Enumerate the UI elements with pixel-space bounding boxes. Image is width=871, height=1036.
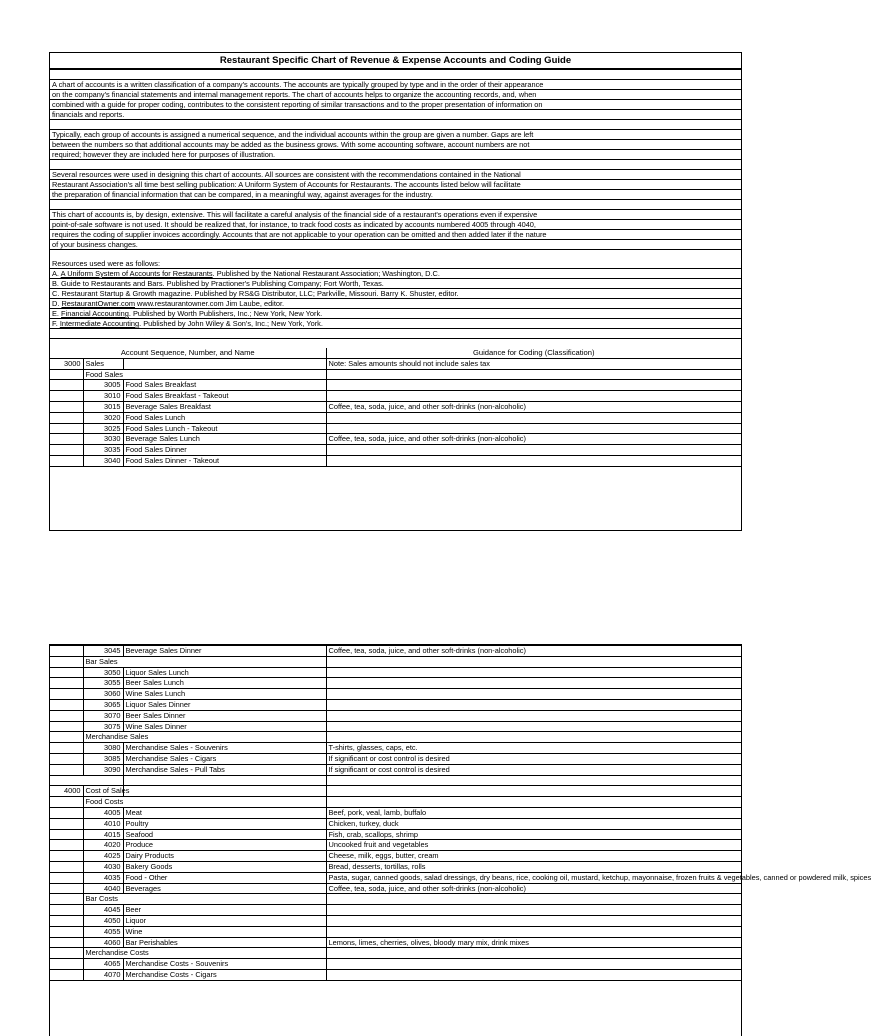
account-number: 4030 <box>83 861 123 872</box>
account-number: 4000 <box>50 786 83 797</box>
table-row <box>50 786 741 797</box>
intro-text-line: A chart of accounts is a written classification of a company's accounts. The accounts are typically grouped by type and in the order of their appearance <box>50 79 741 89</box>
coding-guidance: Note: Sales amounts should not include sales tax <box>326 358 741 369</box>
coding-guidance: If significant or cost control is desired <box>326 764 741 775</box>
table-row <box>50 764 741 775</box>
account-name: Wine <box>123 926 326 937</box>
coding-guidance: Pasta, sugar, canned goods, salad dressings, dry beans, rice, cooking oil, mustard, ketchup, mayonnaise, frozen fruits & vegetables, canned or powdered milk, spices <box>326 872 741 883</box>
blank-row <box>50 199 741 209</box>
account-number: 3010 <box>83 391 123 402</box>
indent-cell <box>50 678 83 689</box>
account-number: 4010 <box>83 818 123 829</box>
subgroup-name: Bar Sales <box>83 656 326 667</box>
intro-text-line: Typically, each group of accounts is assigned a numerical sequence, and the individual accounts within the group are given a number. Gaps are left <box>50 129 741 139</box>
table-row <box>50 797 741 808</box>
table-row <box>50 721 741 732</box>
account-name: Wine Sales Lunch <box>123 689 326 700</box>
account-number: 4050 <box>83 915 123 926</box>
coding-guidance: Beef, pork, veal, lamb, buffalo <box>326 807 741 818</box>
account-number: 3000 <box>50 358 83 369</box>
indent-cell <box>50 851 83 862</box>
coding-guidance <box>326 721 741 732</box>
coding-guidance <box>326 786 741 797</box>
table-row <box>50 872 741 883</box>
account-number: 3060 <box>83 689 123 700</box>
table-row <box>50 667 741 678</box>
table-row <box>50 959 741 970</box>
blank-cell <box>326 775 741 786</box>
account-number: 4065 <box>83 959 123 970</box>
account-name: Wine Sales Dinner <box>123 721 326 732</box>
indent-cell <box>50 689 83 700</box>
intro-text-line: combined with a guide for proper coding, contributes to the consistent reporting of similar transactions and to the proper presentation of information on <box>50 99 741 109</box>
coding-guidance: Chicken, turkey, duck <box>326 818 741 829</box>
account-number: 4045 <box>83 905 123 916</box>
account-name: Food Sales Dinner - Takeout <box>123 455 326 466</box>
indent-cell <box>50 445 83 456</box>
table-row <box>50 710 741 721</box>
table-row <box>50 401 741 412</box>
table-row <box>50 915 741 926</box>
indent-cell <box>50 380 83 391</box>
intro-text-line: Restaurant Association's all time best selling publication: A Uniform System of Accounts for Restaurants. The accounts listed below will facilitate <box>50 179 741 189</box>
coding-guidance: Uncooked fruit and vegetables <box>326 840 741 851</box>
blank-row <box>50 119 741 129</box>
indent-cell <box>50 369 83 380</box>
account-name: Merchandise Costs - Souvenirs <box>123 959 326 970</box>
indent-cell <box>50 710 83 721</box>
indent-cell <box>50 412 83 423</box>
indent-cell <box>50 455 83 466</box>
account-number: 3030 <box>83 434 123 445</box>
table-row <box>50 894 741 905</box>
account-number: 3020 <box>83 412 123 423</box>
coding-guidance: Coffee, tea, soda, juice, and other soft-drinks (non-alcoholic) <box>326 401 741 412</box>
indent-cell <box>50 872 83 883</box>
indent-cell <box>50 915 83 926</box>
account-number: 3050 <box>83 667 123 678</box>
coding-guidance: Lemons, limes, cherries, olives, bloody mary mix, drink mixes <box>326 937 741 948</box>
indent-cell <box>50 959 83 970</box>
indent-cell <box>50 753 83 764</box>
chart-page-1 <box>49 52 742 531</box>
account-number: 3080 <box>83 743 123 754</box>
table-row <box>50 851 741 862</box>
coding-guidance <box>326 667 741 678</box>
resource-title: Intermediate Accounting <box>59 319 140 328</box>
indent-cell <box>50 732 83 743</box>
account-name: Merchandise Sales - Souvenirs <box>123 743 326 754</box>
resource-item <box>50 298 741 308</box>
resource-title: A Uniform System of Accounts for Restaurants <box>60 269 213 278</box>
coding-guidance <box>326 656 741 667</box>
intro-text-line: Several resources were used in designing this chart of accounts. All sources are consistent with the recommendations contained in the National <box>50 169 741 179</box>
account-name: Beer Sales Lunch <box>123 678 326 689</box>
indent-cell <box>50 764 83 775</box>
account-number: 4070 <box>83 969 123 980</box>
table-row <box>50 732 741 743</box>
indent-cell <box>50 937 83 948</box>
resource-prefix: E. <box>52 309 62 318</box>
indent-cell <box>50 840 83 851</box>
blank-row <box>50 159 741 169</box>
table-row <box>50 412 741 423</box>
blank-cell <box>50 775 123 786</box>
account-name: Merchandise Costs - Cigars <box>123 969 326 980</box>
account-name <box>123 786 326 797</box>
resources-section <box>50 259 741 328</box>
resource-prefix: B. Guide to Restaurants and Bars. Published by Practioner's Publishing Company; Fort Worth, Texas. <box>52 279 384 288</box>
coding-guidance <box>326 380 741 391</box>
resource-prefix: C. Restaurant Startup & Growth magazine. Published by RS&G Distributor, LLC; Parkville, Missouri. Barry K. Shuster, editor. <box>52 289 459 298</box>
subgroup-name: Bar Costs <box>83 894 326 905</box>
coding-guidance <box>326 391 741 402</box>
account-name: Merchandise Sales - Pull Tabs <box>123 764 326 775</box>
indent-cell <box>50 797 83 808</box>
account-name: Beverage Sales Breakfast <box>123 401 326 412</box>
coding-guidance: T-shirts, glasses, caps, etc. <box>326 743 741 754</box>
coding-guidance <box>326 423 741 434</box>
intro-text-line: of your business changes. <box>50 239 741 249</box>
table-row <box>50 883 741 894</box>
account-number: 3045 <box>83 646 123 657</box>
coding-guidance: Coffee, tea, soda, juice, and other soft-drinks (non-alcoholic) <box>326 883 741 894</box>
resource-item <box>50 268 741 278</box>
account-number: 3085 <box>83 753 123 764</box>
account-name: Beer Sales Dinner <box>123 710 326 721</box>
account-number: 3005 <box>83 380 123 391</box>
group-name: Cost of Sales <box>83 786 123 797</box>
intro-text-line: point-of-sale software is not used. It should be realized that, for instance, to track food costs as indicated by accounts numbered 4005 through 4040, <box>50 219 741 229</box>
indent-cell <box>50 894 83 905</box>
coding-guidance: Bread, desserts, tortillas, rolls <box>326 861 741 872</box>
intro-text-line: This chart of accounts is, by design, extensive. This will facilitate a careful analysis of the financial side of a restaurant's operations even if expensive <box>50 209 741 219</box>
account-name: Liquor Sales Lunch <box>123 667 326 678</box>
table-row <box>50 807 741 818</box>
table-row <box>50 699 741 710</box>
account-name: Beverages <box>123 883 326 894</box>
account-name: Produce <box>123 840 326 851</box>
intro-text-line: the preparation of financial information that can be compared, in a meaningful way, against averages for the industry. <box>50 189 741 199</box>
table-row <box>50 391 741 402</box>
resource-detail: . Published by the National Restaurant Association; Washington, D.C. <box>212 269 440 278</box>
resource-detail: . Published by John Wiley & Son's, Inc.; New York, York. <box>139 319 323 328</box>
coding-guidance: If significant or cost control is desired <box>326 753 741 764</box>
resource-detail: . Published by Worth Publishers, Inc.; New York, New York. <box>128 309 323 318</box>
indent-cell <box>50 401 83 412</box>
table-row <box>50 646 741 657</box>
indent-cell <box>50 905 83 916</box>
blank-row <box>50 338 741 348</box>
group-name: Sales <box>83 358 123 369</box>
table-row <box>50 445 741 456</box>
indent-cell <box>50 391 83 402</box>
indent-cell <box>50 721 83 732</box>
coding-guidance <box>326 915 741 926</box>
account-number: 3040 <box>83 455 123 466</box>
right-header: Guidance for Coding (Classification) <box>326 348 741 358</box>
accounts-table-page-1 <box>50 348 741 467</box>
indent-cell <box>50 807 83 818</box>
table-row <box>50 840 741 851</box>
page-title: Restaurant Specific Chart of Revenue & Expense Accounts and Coding Guide <box>50 53 741 69</box>
coding-guidance <box>326 455 741 466</box>
account-name: Beer <box>123 905 326 916</box>
intro-text-line: on the company's financial statements and internal management reports. The chart of accounts helps to organize the accounting records, and, when <box>50 89 741 99</box>
resource-prefix: F. <box>52 319 60 328</box>
account-name: Dairy Products <box>123 851 326 862</box>
coding-guidance <box>326 689 741 700</box>
indent-cell <box>50 883 83 894</box>
indent-cell <box>50 926 83 937</box>
account-name <box>123 358 326 369</box>
table-row <box>50 937 741 948</box>
coding-guidance <box>326 369 741 380</box>
table-row <box>50 689 741 700</box>
account-name: Beverage Sales Lunch <box>123 434 326 445</box>
blank-row <box>50 249 741 259</box>
coding-guidance: Coffee, tea, soda, juice, and other soft-drinks (non-alcoholic) <box>326 434 741 445</box>
account-name: Food Sales Lunch <box>123 412 326 423</box>
account-number: 3065 <box>83 699 123 710</box>
indent-cell <box>50 656 83 667</box>
blank-row <box>50 328 741 338</box>
account-name: Liquor <box>123 915 326 926</box>
account-number: 4020 <box>83 840 123 851</box>
subgroup-name: Merchandise Costs <box>83 948 326 959</box>
indent-cell <box>50 743 83 754</box>
intro-text-line: financials and reports. <box>50 109 741 119</box>
coding-guidance <box>326 732 741 743</box>
coding-guidance <box>326 678 741 689</box>
table-row <box>50 905 741 916</box>
account-number: 4055 <box>83 926 123 937</box>
indent-cell <box>50 699 83 710</box>
resource-item <box>50 318 741 328</box>
blank-cell <box>123 775 326 786</box>
table-row <box>50 369 741 380</box>
indent-cell <box>50 434 83 445</box>
table-row <box>50 818 741 829</box>
coding-guidance <box>326 905 741 916</box>
resource-title: RestaurantOwner.com <box>61 299 135 308</box>
account-name: Bakery Goods <box>123 861 326 872</box>
resource-prefix: A. <box>52 269 61 278</box>
resource-item <box>50 288 741 298</box>
intro-text-line: requires the coding of supplier invoices accordingly. Accounts that are not applicable to your operation can be omitted and then added later if the nature <box>50 229 741 239</box>
subgroup-name: Merchandise Sales <box>83 732 326 743</box>
coding-guidance <box>326 445 741 456</box>
indent-cell <box>50 818 83 829</box>
account-name: Merchandise Sales - Cigars <box>123 753 326 764</box>
indent-cell <box>50 948 83 959</box>
account-number: 3015 <box>83 401 123 412</box>
left-header: Account Sequence, Number, and Name <box>50 348 326 358</box>
account-name: Food - Other <box>123 872 326 883</box>
indent-cell <box>50 829 83 840</box>
indent-cell <box>50 861 83 872</box>
coding-guidance <box>326 699 741 710</box>
coding-guidance <box>326 969 741 980</box>
coding-guidance: Coffee, tea, soda, juice, and other soft-drinks (non-alcoholic) <box>326 646 741 657</box>
account-name: Food Sales Breakfast - Takeout <box>123 391 326 402</box>
coding-guidance <box>326 797 741 808</box>
intro-text-line: between the numbers so that additional accounts may be added as the business grows. With some accounting software, account numbers are not <box>50 139 741 149</box>
blank-row <box>50 69 741 79</box>
intro-section <box>50 69 741 259</box>
coding-guidance: Cheese, milk, eggs, butter, cream <box>326 851 741 862</box>
table-row <box>50 926 741 937</box>
table-row <box>50 455 741 466</box>
table-row <box>50 969 741 980</box>
coding-guidance <box>326 710 741 721</box>
account-number: 3035 <box>83 445 123 456</box>
account-name: Food Sales Lunch - Takeout <box>123 423 326 434</box>
resource-item <box>50 308 741 318</box>
account-name: Seafood <box>123 829 326 840</box>
indent-cell <box>50 969 83 980</box>
table-row <box>50 753 741 764</box>
resource-prefix: D. <box>52 299 62 308</box>
account-number: 3025 <box>83 423 123 434</box>
table-row <box>50 358 741 369</box>
indent-cell <box>50 667 83 678</box>
coding-guidance <box>326 959 741 970</box>
account-name: Poultry <box>123 818 326 829</box>
account-name: Food Sales Dinner <box>123 445 326 456</box>
account-number: 3075 <box>83 721 123 732</box>
account-name: Beverage Sales Dinner <box>123 646 326 657</box>
coding-guidance <box>326 948 741 959</box>
table-row <box>50 948 741 959</box>
account-number: 3070 <box>83 710 123 721</box>
resource-item <box>50 278 741 288</box>
account-number: 3055 <box>83 678 123 689</box>
table-row <box>50 861 741 872</box>
table-row <box>50 423 741 434</box>
coding-guidance: Fish, crab, scallops, shrimp <box>326 829 741 840</box>
table-row <box>50 743 741 754</box>
table-row <box>50 678 741 689</box>
coding-guidance <box>326 894 741 905</box>
table-header-row <box>50 348 741 358</box>
account-name: Bar Perishables <box>123 937 326 948</box>
indent-cell <box>50 646 83 657</box>
account-name: Food Sales Breakfast <box>123 380 326 391</box>
indent-cell <box>50 423 83 434</box>
table-row <box>50 380 741 391</box>
coding-guidance <box>326 412 741 423</box>
intro-text-line: required; however they are included here for purposes of illustration. <box>50 149 741 159</box>
account-number: 4015 <box>83 829 123 840</box>
table-row <box>50 434 741 445</box>
account-name: Liquor Sales Dinner <box>123 699 326 710</box>
account-number: 4035 <box>83 872 123 883</box>
chart-page-2 <box>49 644 871 1036</box>
resource-title: Financial Accounting <box>61 309 129 318</box>
account-number: 4040 <box>83 883 123 894</box>
blank-row <box>50 775 741 786</box>
account-number: 4025 <box>83 851 123 862</box>
coding-guidance <box>326 926 741 937</box>
accounts-table-page-2 <box>50 645 871 981</box>
subgroup-name: Food Costs <box>83 797 326 808</box>
account-number: 3090 <box>83 764 123 775</box>
account-number: 4005 <box>83 807 123 818</box>
resources-heading: Resources used were as follows: <box>52 259 161 268</box>
resource-detail: www.restaurantowner.com Jim Laube, editor. <box>134 299 285 308</box>
subgroup-name: Food Sales <box>83 369 326 380</box>
table-row <box>50 829 741 840</box>
account-number: 4060 <box>83 937 123 948</box>
table-row <box>50 656 741 667</box>
account-name: Meat <box>123 807 326 818</box>
